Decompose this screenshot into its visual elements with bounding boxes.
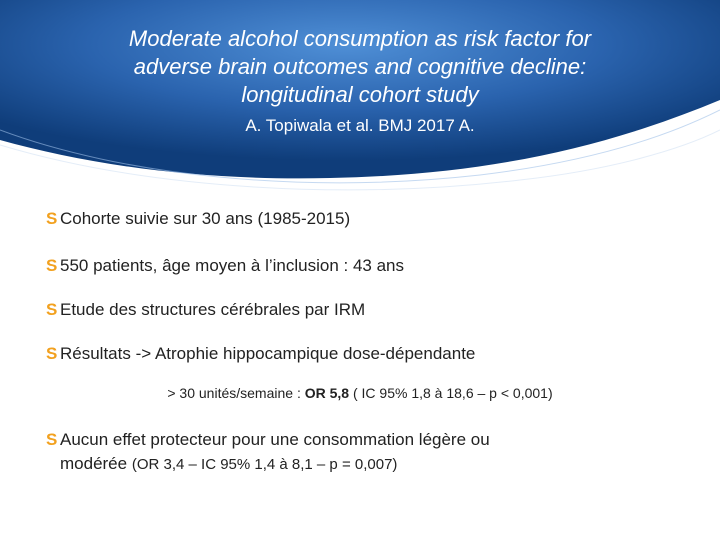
bullet-text-line2-start: modérée: [60, 454, 132, 473]
bullet-text: Résultats -> Atrophie hippocampique dose-dépendante: [60, 344, 476, 363]
sub-bullet-prefix: > 30 unités/semaine :: [167, 385, 305, 401]
s-bullet-icon: S: [46, 209, 58, 228]
s-bullet-icon: S: [46, 430, 58, 449]
bullet-text: Cohorte suivie sur 30 ans (1985-2015): [60, 209, 351, 228]
bullet-text: Etude des structures cérébrales par IRM: [60, 300, 366, 319]
header-banner: [0, 0, 720, 200]
sub-bullet: [0, 385, 720, 401]
bullet-text: 550 patients, âge moyen à l’inclusion : 43 ans: [60, 256, 405, 275]
bullet-text-line1: Aucun effet protecteur pour une consommation légère ou: [60, 430, 490, 449]
bullet-item: [46, 342, 680, 366]
title-line: longitudinal cohort study: [241, 82, 479, 107]
bullet-item: [46, 207, 680, 231]
sub-bullet-suffix: ( IC 95% 1,8 à 18,6 – p < 0,001): [349, 385, 553, 401]
citation: A. Topiwala et al. BMJ 2017 A.: [245, 116, 475, 135]
title-line: Moderate alcohol consumption as risk factor for: [128, 26, 592, 51]
s-bullet-icon: S: [46, 256, 58, 275]
slide-title: [40, 25, 680, 109]
odds-ratio-value: OR 5,8: [304, 385, 350, 401]
bullet-text-line2-rest: (OR 3,4 – IC 95% 1,4 à 8,1 – p = 0,007): [131, 456, 398, 473]
bullet-item: [46, 428, 680, 477]
title-line: adverse brain outcomes and cognitive decline:: [133, 54, 587, 79]
bullet-item: [46, 298, 680, 322]
s-bullet-icon: S: [46, 300, 58, 319]
bullet-item: [46, 254, 680, 278]
s-bullet-icon: S: [46, 344, 58, 363]
